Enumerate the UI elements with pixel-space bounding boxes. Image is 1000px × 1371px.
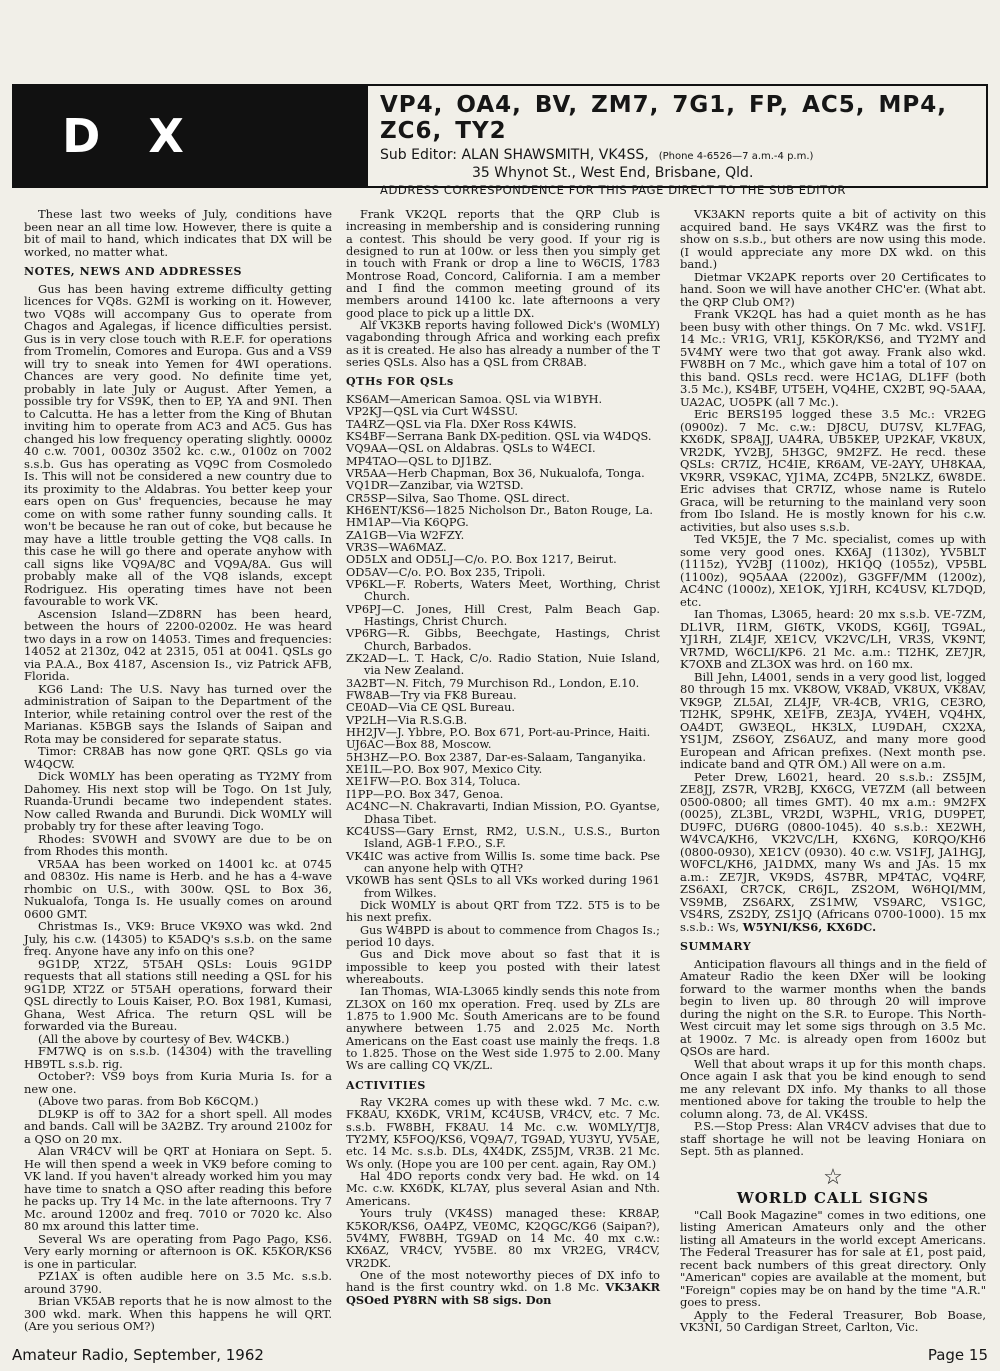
paragraph: Christmas Is., VK9: Bruce VK9XO was wkd. 2nd July, his c.w. (14305) to K5ADQ's s.s.b. on the same freq. Anyone have any info on this one? [24, 919, 332, 958]
qsl-entry: XE1FW—P.O. Box 314, Toluca. [346, 774, 521, 789]
highlight-text: VK3AKR QSOed PY8RN with S8 sigs. Don [346, 1280, 661, 1307]
paragraph: Anticipation flavours all things and in the field of Amateur Radio the keen DXer will be looking forward to the warmer months when the bands begin to liven up. 80 through 20 will improve during the night on the S.R. to Europe. This North-West circuit may let some sigs through on 3.5 Mc. at 1900z. 7 Mc. is already open from 1600z but QSOs are hard. [680, 956, 986, 1058]
qsl-entry: FW8AB—Try via FK8 Bureau. [346, 688, 517, 703]
paragraph: Gus and Dick move about so fast that it is impossible to keep you posted with their latest whereabouts. [346, 947, 660, 986]
paragraph: Apply to the Federal Treasurer, Bob Boase, VK3NI, 50 Cardigan Street, Carlton, Vic. [680, 1307, 986, 1334]
paragraph: DL9KP is off to 3A2 for a short spell. All modes and bands. Call will be 3A2BZ. Try around 2100z for a QSO on 20 mx. [24, 1106, 332, 1146]
highlight-text: W5YNI/KS6, KX6DC. [742, 919, 877, 934]
paragraph: "Call Book Magazine" comes in two editions, one listing American Amateurs only and the other listing all Amateurs in the world except Americans. The Federal Treasurer has for sale at £1, post paid, recent back numbers of this great directory. Only "American" copies are available at the moment, but "Foreign" copies may be on hand by the time "A.R." goes to press. [680, 1207, 986, 1309]
qsl-entry: VR5AA—Herb Chapman, Box 36, Nukualofa, Tonga. [346, 465, 645, 480]
qsl-entry: ZA1GB—Via W2FZY. [346, 527, 465, 542]
paragraph: Several Ws are operating from Pago Pago, KS6. Very early morning or afternoon is OK. K5KOR/KS6 is one in particular. [24, 1231, 332, 1271]
page-footer [12, 1346, 988, 1364]
paragraph: Dick W0MLY has been operating as TY2MY from Dahomey. His next stop will be Togo. On 1st July, Ruanda-Urundi became two independent states. Now called Rwanda and Burundi. Dick W0MLY will probably try for these after leaving Togo. [24, 769, 332, 833]
qsl-entry: VP2LH—Via R.S.G.B. [346, 712, 468, 727]
qsl-entry: MP4TAO—QSL to DJ1BZ. [346, 453, 492, 468]
paragraph: Hal 4DO reports condx very bad. He wkd. on 14 Mc. c.w. KX6DK, KL7AY, plus several Asian and Nth. Americans. [346, 1169, 660, 1208]
paragraph: Gus W4BPD is about to commence from Chagos Is.; period 10 days. [346, 922, 660, 949]
qsl-entry: KC4USS—Gary Ernst, RM2, U.S.N., U.S.S., Burton Island, AGB-1 F.P.O., S.F. [346, 823, 660, 851]
paragraph: Brian VK5AB reports that he is now almost to the 300 wkd. mark. When this happens he will QRT. (Are you serious OM?) [24, 1294, 332, 1333]
qsl-entry: ZK2AD—L. T. Hack, C/o. Radio Station, Nuie Island, via New Zealand. [346, 651, 660, 678]
paragraph: Dick W0MLY is about QRT from TZ2. 5T5 is to be his next prefix. [346, 897, 660, 925]
paragraph: P.S.—Stop Press: Alan VR4CV advises that due to staff shortage he will not be leaving Honiara on Sept. 5th as planned. [680, 1119, 986, 1158]
paragraph: Alf VK3KB reports having followed Dick's (W0MLY) vagabonding through Africa and working each prefix as it is created. He also has already a number of the T series QSLs. Also has a QSL from CR8AB. [346, 318, 660, 370]
qsl-entry: VK0WB has sent QSLs to all VKs worked during 1961 from Wilkes. [346, 873, 660, 900]
editor-address: 35 Whynot St., West End, Brisbane, Qld. [472, 165, 754, 181]
qsl-entry: AC4NC—N. Chakravarti, Indian Mission, P.O. Gyantse, Dhasa Tibet. [346, 799, 660, 826]
qsl-entry: VP6RG—R. Gibbs, Beechgate, Hastings, Christ Church, Barbados. [346, 626, 660, 653]
qsl-entry: OD5LX and OD5LJ—C/o. P.O. Box 1217, Beirut. [346, 552, 617, 567]
qsl-entry: VR3S—WA6MAZ. [346, 539, 447, 554]
qsl-heading: QTHs FOR QSLs [346, 375, 454, 389]
qsl-entry: I1PP—P.O. Box 347, Genoa. [346, 786, 504, 801]
paragraph: Timor: CR8AB has now gone QRT. QSLs go via W4QCW. [24, 744, 332, 771]
activities-heading: ACTIVITIES [346, 1078, 426, 1092]
paragraph: Frank VK2QL reports that the QRP Club is increasing in membership and is considering running a contest. This should be very good. If your rig is designed to run at 100w. or less then you simply get in touch with Frank or drop a line to W6CIS, 1783 Montrose Road, Concord, California. I am a member and I find the common meeting ground of its members around 14100 kc. late afternoons a very good place to pick up a little DX. [346, 207, 660, 320]
paragraph [346, 1269, 660, 1306]
paragraph: Dietmar VK2APK reports over 20 Certificates to hand. Soon we will have another CHC'er. (What abt. the QRP Club OM?) [680, 269, 986, 309]
qsl-entry: KS4BF—Serrana Bank DX-pedition. QSL via W4DQS. [346, 428, 652, 443]
summary-heading: SUMMARY [680, 940, 752, 953]
qsl-entry: VP6KL—F. Roberts, Waters Meet, Worthing, Christ Church. [346, 576, 660, 604]
qsl-entry: 5H3HZ—P.O. Box 2387, Dar-es-Salaam, Tanganyika. [346, 749, 646, 764]
paragraph: Frank VK2QL has had a quiet month as he has been busy with other things. On 7 Mc. wkd. VS1FJ. 14 Mc.: VR1G, VR1J, K5KOR/KS6, and TY2MY and 5V4MY were two that got away. Frank also wkd. FW8BH on 7 Mc., which gave him a total of 107 on this band. QSLs recd. were HC1AG, DL1FF (both 3.5 Mc.), KS4BF, UT5EH, VQ4HE, CX2BT, 9Q-5AAA, UA2AC, UO5PK (all 7 Mc.). [680, 307, 986, 409]
page-number: Page 15 [927, 1346, 988, 1364]
world-call-signs-heading: WORLD CALL SIGNS [736, 1189, 930, 1207]
column-1 [24, 208, 332, 1333]
paragraph: Bill Jehn, L4001, sends in a very good list, logged 80 through 15 mx. VK8OW, VK8AD, VK8UX, VK8AV, VK9GP, ZL5AI, ZL4JF, VR-4CB, VR1G, CE3RO, TI2HK, SP9HK, XE1FB, ZE3JA, YV4EH, VQ4HX, OA4DT, GW3EQL, HK3LX, LU9DAH, CX2XA, YS1JM, ZS6OY, ZS6AUZ, and many more good European and African prefixes. (Next month pse. indicate band and QTR OM.) All were on a.m. [680, 669, 986, 771]
notes-heading: NOTES, NEWS AND ADDRESSES [24, 265, 243, 278]
paragraph [680, 771, 986, 934]
paragraph: (Above two paras. from Bob K6CQM.) [38, 1094, 259, 1108]
qsl-entry: CE0AD—Via CE QSL Bureau. [346, 700, 516, 715]
paragraph: Eric BERS195 logged these 3.5 Mc.: VR2EG (0900z). 7 Mc. c.w.: DJ8CU, DU7SV, KL7FAG, KX6DK, SP8AJJ, UA4RA, UB5KEP, UP2KAF, VK8UX, VR2DK, YV2BJ, 5H3GC, 9M2FZ. He recd. these QSLs: CR7IZ, HC4IE, KR6AM, VE-2AYY, UH8KAA, VK9RR, VS9KAC, YJ1MA, ZC4PB, 5N2LKZ, 6W8DE. Eric advises that CR7IZ, whose name is Rutelo Graca, will be returning to the mainland very soon from Ibo Island. He is mostly known for his c.w. activities, but also uses s.s.b. [680, 407, 986, 534]
phone: (Phone 4-6526—7 a.m.-4 p.m.) [658, 151, 814, 162]
paragraph: Yours truly (VK4SS) managed these: KR8AP, K5KOR/KS6, OA4PZ, VE0MC, K2QGC/KG6 (Saipan?), 5V4MY, FW8BH, TG9AD on 14 Mc. 40 mx c.w.: KX6AZ, VR4CV, YV5BE. 80 mx VR2EG, VR4CV, VR2DK. [346, 1206, 660, 1270]
correspondence-note: ADDRESS CORRESPONDENCE FOR THIS PAGE DIRECT TO THE SUB EDITOR [380, 183, 846, 197]
paragraph: VK3AKN reports quite a bit of activity on this acquired band. He says VK4RZ was the first to show on s.s.b., but others are now using this mode. (I would appreciate any more DX wkd. on this band.) [680, 207, 986, 271]
qsl-entry: KS6AM—American Samoa. QSL via W1BYH. [346, 391, 603, 406]
paragraph: VR5AA has been worked on 14001 kc. at 0745 and 0830z. His name is Herb. and he has a 4-wave rhombic on U.S., with 300w. QSL to Box 36, Nukualofa, Tonga Is. He usually comes on around 0600 GMT. [24, 856, 332, 921]
footer-publication: Amateur Radio, September, 1962 [12, 1346, 264, 1364]
paragraph: Ted VK5JE, the 7 Mc. specialist, comes up with some very good ones. KX6AJ (1130z), YV5BLT (1115z), YV2BJ (1100z), HK1QQ (1055z), VP5BL (1100z), 9Q5AAA (2200z), G3GFF/MM (1200z), AC4NC (1000z), XE1OK, YJ1RH, KC4USV, KL7DQD, etc. [680, 532, 986, 609]
paragraph: Ian Thomas, WIA-L3065 kindly sends this note from ZL3OX on 160 mx operation. Freq. used by ZLs are 1.875 to 1.900 Mc. South Americans are to be found anywhere between 1.75 and 2.025 Mc. North Americans on the East coast use mainly the freqs. 1.8 to 1.825. Those on the West side 1.975 to 2.00. Many Ws are calling CQ VK/ZL. [346, 984, 660, 1073]
dx-title-block [14, 86, 368, 186]
paragraph: (All the above by courtesy of Bev. W4CKB.) [38, 1031, 290, 1046]
dx-title: D X [62, 109, 200, 163]
sub-editor: Sub Editor: ALAN SHAWSMITH, VK4SS, [380, 147, 649, 163]
paragraph-text: One of the most noteworthy pieces of DX info to hand is the first country wkd. on 1.8 Mc. [346, 1267, 660, 1295]
qsl-entry: VP6PJ—C. Jones, Hill Crest, Palm Beach Gap. Hastings, Christ Church. [346, 601, 660, 628]
qsl-entry: XE1IL—P.O. Box 907, Mexico City. [346, 762, 543, 777]
qsl-entry: KH6ENT/KS6—1825 Nicholson Dr., Baton Rouge, La. [346, 502, 653, 517]
prefix-list: VP4, OA4, BV, ZM7, 7G1, FP, AC5, MP4, ZC6, TY2 [380, 92, 948, 144]
qsl-entry: VK4IC was active from Willis Is. some time back. Pse can anyone help with QTH? [346, 848, 660, 875]
paragraph: October?: VS9 boys from Kuria Muria Is. for a new one. [24, 1069, 332, 1096]
qsl-entry: 3A2BT—N. Fitch, 79 Murchison Rd., London, E.10. [346, 675, 640, 690]
paragraph: Ray VK2RA comes up with these wkd. 7 Mc. c.w. FK8AU, KX6DK, VR1M, KC4USB, VR4CV, etc. 7 Mc. s.s.b. FW8BH, FK8AU. 14 Mc. c.w. W0MLY/TJ8, TY2MY, K5FOQ/KS6, VQ9A/7, TG9AD, YU3YU, YV5AE, etc. 14 Mc. s.s.b. DLs, 4X4DK, ZS5JM, VR3B. 21 Mc. Ws only. (Hope you are 100 per cent. again, Ray OM.) [346, 1095, 660, 1171]
qsl-entry: OD5AV—C/o. P.O. Box 235, Tripoli. [346, 564, 546, 579]
paragraph: PZ1AX is often audible here on 3.5 Mc. s.s.b. around 3790. [24, 1269, 332, 1296]
paragraph: Ascension Island—ZD8RN has been heard, between the hours of 2200-0200z. He was heard two days in a row on 14053. Times and frequencies: 14052 at 2130z, 042 at 2315, 051 at 0041. QSLs go via P.A.A., Box 4187, Ascension Is., viz Patrick AFB, Florida. [24, 606, 332, 683]
paragraph: Alan VR4CV will be QRT at Honiara on Sept. 5. He will then spend a week in VK9 before coming to VK land. If you haven't already worked him you may have time to snatch a QSO after reading this before he packs up. Try 14 Mc. in the late afternoons. Try 7 Mc. around 1200z and freq. 7010 or 7020 kc. Also 80 mx around this latter time. [24, 1144, 332, 1233]
paragraph: KG6 Land: The U.S. Navy has turned over the administration of Saipan to the Department of the Interior, while retaining control over the rest of the Marianas. K5BGB says the Islands of Saipan and Rota may be considered for separate status. [24, 681, 332, 746]
paragraph: Well that about wraps it up for this month chaps. Once again I ask that you be kind enough to send me any relevant DX info. My thanks to all those mentioned above for taking the trouble to help the column along. 73, de Al. VK4SS. [680, 1056, 986, 1121]
qsl-entry: HM1AP—Via K6QPG. [346, 515, 469, 530]
paragraph-text: Peter Drew, L6021, heard. 20 s.s.b.: ZS5JM, ZE8JJ, ZS7R, VR2BJ, KX6CG, VE7ZM (all between 0500-0800; all times GMT). 40 mx a.m.: 9M2FX (0025), ZL3BL, VR2DI, W3PHL, VR1G, DU9PET, DU9FC, DU6RG (0800-1045). 40 s.s.b.: XE2WH, W4VCA/KH6, VK2VC/LH, KX6NG, K0RQO/KH6 (0800-0930), XE1CV (0930). 40 c.w. VS1FJ, JA1HGJ, W0FCL/KH6, JA1DMX, many Ws and JAs. 15 mx a.m.: ZE7JR, VK9DS, 4S7BR, MP4TAC, VQ4RF, ZS6AXI, CR7CK, CR6JL, ZS2OM, W6HQI/MM, VS9MB, ZS6ARX, ZS1MW, VS9ARC, VS1GC, VS4RS, ZS2DY, ZS1JQ (Africans 0700-1000). 15 mx s.s.b.: Ws, [680, 769, 986, 934]
sub-editor-line [380, 147, 976, 165]
qsl-entry: VQ9AA—QSL on Aldabras. QSLs to W4ECI. [346, 441, 596, 456]
column-header [12, 84, 988, 197]
paragraph: Ian Thomas, L3065, heard: 20 mx s.s.b. VE-7ZM, DL1VR, I1RM, GI6TK, VK0DS, KG6IJ, TG9AL, YJ1RH, ZL4JF, XE1CV, VK2VC/LH, VR3S, VK9NT, VR7MD, W6CLI/KP6. 21 Mc. a.m.: TI2HK, ZE7JR, K7OXB and ZL3OX was hrd. on 160 mx. [680, 607, 986, 671]
column-3 [680, 208, 986, 1334]
qsl-entry: CR5SP—Silva, Sao Thome. QSL direct. [346, 490, 570, 505]
star-icon: ☆ [823, 1164, 843, 1190]
qsl-entry: HH2JV—J. Ybbre, P.O. Box 671, Port-au-Prince, Haiti. [346, 725, 651, 740]
header-info [368, 86, 986, 197]
intro-paragraph: These last two weeks of July, conditions have been near an all time low. However, there is quite a bit of mail to hand, which indicates that DX will be worked, no matter what. [24, 207, 332, 259]
paragraph: 9G1DP, XT2Z, 5T5AH QSLs: Louis 9G1DP requests that all stations still needing a QSL for his 9G1DP, XT2Z or 5T5AH operations, forward their QSL directly to Louis Kaiser, P.O. Box 1981, Kumasi, Ghana, West Africa. The return QSL will be forwarded via the Bureau. [24, 956, 332, 1033]
column-2 [346, 208, 660, 1306]
paragraph: FM7WQ is on s.s.b. (14304) with the travelling HB9TL s.s.b. rig. [24, 1044, 332, 1071]
qsl-entry: TA4RZ—QSL via Fla. DXer Ross K4WIS. [346, 416, 577, 431]
paragraph: Gus has been having extreme difficulty getting licences for VQ8s. G2MI is working on it. However, two VQ8s will accompany Gus to operate from Chagos and Agalegas, if licence difficulties persist. Gus is in very close touch with R.E.F. for operations from Tromelin, Comores and Europa. Gus and a VS9 will try to sneak into Yemen for 4WI operations. Chances are very good. No definite time yet, probably in late July or August. After Yemen, a possible try for VS9K, then to EP, YA and 9NI. Then to Calcutta. He has a letter from the King of Bhutan inviting him to operate from AC3 and AC5. Gus has changed his low frequency operating slightly. 0000z 40 c.w. 7001, 0030z 3502 kc. c.w., 0100z on 7002 s.s.b. Gus has operating as VQ9C from Cosmoledo Is. This will not be considered a new country due to its proximity to the Aldabras. You better keep your ears open on Gus' frequencies, because he may come on with some rather funny sounding calls. It won't be because he ran out of coke, but because he may have a little trouble getting the VQ8 calls. In this case he will go there and operate anyhow with call signs like VQ9A/8C and VQ9A/8A. Gus will probably make all of the VQ8 islands, except Rodriguez. His operating times have not been favourable to work VK. [24, 281, 332, 608]
paragraph: Rhodes: SV0WH and SV0WY are due to be on from Rhodes this month. [24, 831, 332, 858]
qsl-entry: UJ6AC—Box 88, Moscow. [346, 737, 492, 752]
qsl-entry: VQ1DR—Zanzibar, via W2TSD. [346, 478, 524, 493]
qsl-entry: VP2KJ—QSL via Curt W4SSU. [346, 404, 518, 419]
